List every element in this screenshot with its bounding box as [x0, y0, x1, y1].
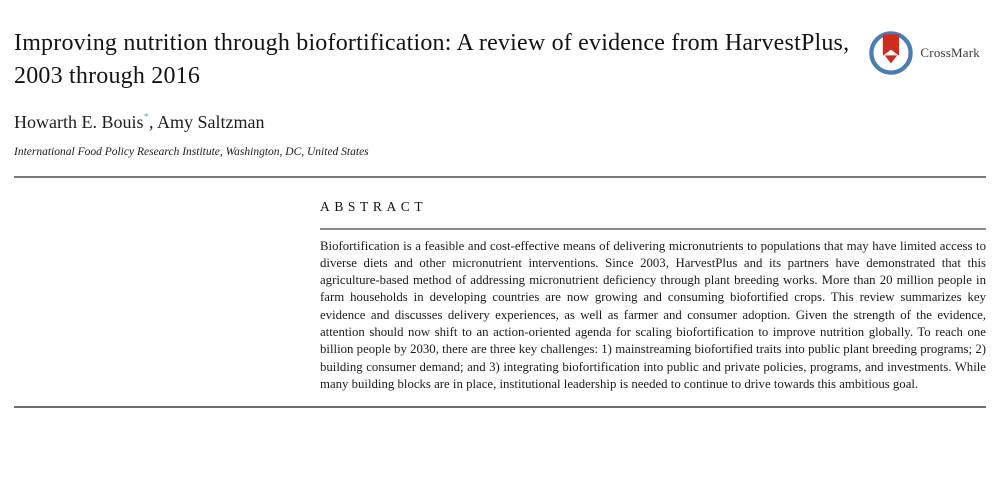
crossmark-logo-icon: [868, 30, 914, 76]
crossmark-badge[interactable]: [868, 30, 980, 76]
footer-divider: [14, 406, 986, 408]
left-column-spacer: [14, 178, 320, 393]
abstract-column: [320, 178, 986, 393]
crossmark-label: CrossMark: [920, 45, 980, 60]
abstract-text: Biofortification is a feasible and cost-effective means of delivering micronutrients to populations that may have limited access to diverse diets and other micronutrient interventions. Since 2003, HarvestPlus and its partners have demonstrated that this agriculture-based method of addressing micronutrient deficiency through plant breeding works. More than 20 million people in farm households in developing countries are now growing and consuming biofortified crops. This review summarizes key evidence and discusses delivery experiences, as well as farmer and consumer adoption. Given the strength of the evidence, attention should now shift to an action-oriented agenda for scaling biofortification to improve nutrition globally. To reach one billion people by 2030, there are three key challenges: 1) mainstreaming biofortified traits into public plant breeding programs; 2) building consumer demand; and 3) integrating biofortification into public and private policies, programs, and investments. While many building blocks are in place, institutional leadership is needed to continue to drive towards this ambitious goal.: [320, 238, 986, 391]
paper-title: Improving nutrition through biofortification: A review of evidence from HarvestPlus, 2003 through 2016: [14, 30, 850, 89]
content-area: [0, 178, 1000, 393]
corresponding-author-asterisk[interactable]: *: [143, 111, 149, 123]
author-name-first: Howarth E. Bouis: [14, 112, 144, 132]
author-name-rest: , Amy Saltzman: [149, 112, 265, 132]
paper-header: [0, 0, 1000, 159]
affiliation: International Food Policy Research Institute, Washington, DC, United States: [14, 146, 369, 158]
author-line: [14, 107, 986, 134]
abstract-divider: [320, 228, 986, 230]
abstract-heading: ABSTRACT: [320, 199, 428, 214]
